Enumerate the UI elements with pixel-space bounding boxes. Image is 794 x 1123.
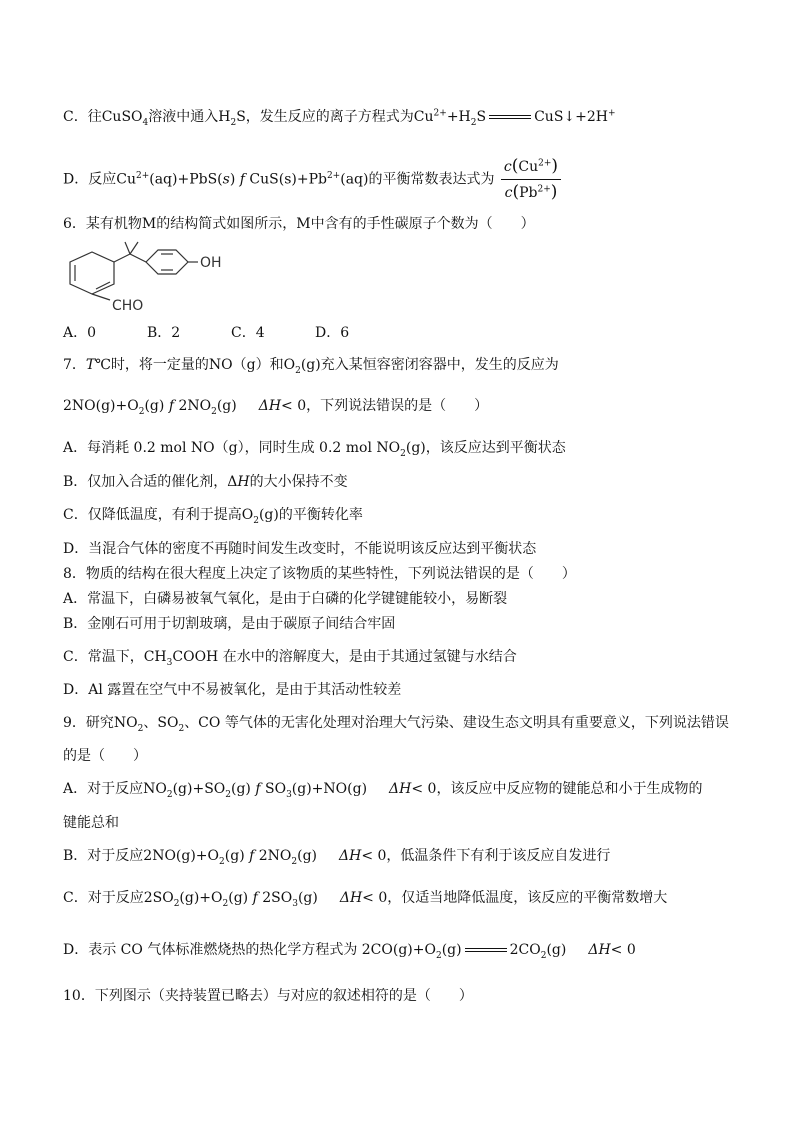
q7-equation: $2NO(g)+O_2(g)$ f $2NO_2(g)$ ΔH< 0，下列说法错误的是（ ） [63,398,489,417]
q10-stem: 10．下列图示（夹持装置已略去）与对应的叙述相符的是（ ） [63,988,473,1004]
equals-arrow-icon [465,947,507,953]
q8-option-d: D．Al 露置在空气中不易被氧化，是由于其活动性较差 [63,682,402,698]
q8-option-c: C．常温下，$CH_3COOH$ 在水中的溶解度大，是由于其通过氢键与水结合 [63,649,517,668]
q6-option-a[interactable]: A．0 [63,325,97,341]
molecule-structure-diagram [62,238,242,318]
equilibrium-constant-fraction: $\frac{c(Cu^{2+})}{c(Pb^{2+})}$ [501,156,561,203]
oh-label: OH [200,255,222,271]
q6-options [63,323,399,343]
q6-option-d[interactable]: D．6 [315,325,350,341]
equals-arrow-icon [489,114,531,120]
q9-option-b: B．对于反应$2NO(g)+O_2(g)$ f $2NO_2(g)$ ΔH< 0，低温条件下有利于该反应自发进行 [63,848,611,867]
q7-option-b: B．仅加入合适的催化剂，ΔH的大小保持不变 [63,474,348,490]
q9-option-d: D．表示 CO 气体标准燃烧热的热化学方程式为 $2CO(g)+O_2(g)$ $2CO_2(g)$ ΔH< 0 [63,942,636,961]
q9-option-c: C．对于反应$2SO_2(g)+O_2(g)$ f $2SO_3(g)$ ΔH< 0，仅适当地降低温度，该反应的平衡常数增大 [63,890,668,909]
q9-stem-line2: 的是（ ） [63,748,147,764]
q5-option-c: C．往CuSO$_4$溶液中通入$H_2S$，发生反应的离子方程式为$Cu^{2+}+H_2S$ CuS↓+2H+ [63,108,616,128]
q6-stem: 6．某有机物M的结构简式如图所示，M中含有的手性碳原子个数为（ ） [63,216,535,232]
q6-option-c[interactable]: C．4 [231,325,265,341]
q7-option-c: C．仅降低温度，有利于提高$O_2(g)$的平衡转化率 [63,507,363,526]
benzene-ring-left [70,252,114,294]
q6-option-b[interactable]: B．2 [147,325,181,341]
cho-label: CHO [112,298,144,314]
q8-option-a: A．常温下，白磷易被氧气氧化，是由于白磷的化学键键能较小，易断裂 [63,591,508,607]
q9-option-a: A．对于反应$NO_2(g)+SO_2(g)$ f $SO_3(g)+NO(g)$ ΔH< 0，该反应中反应物的键能总和小于生成物的 [63,781,703,800]
q7-option-a: A．每消耗 0.2 mol NO（g），同时生成 0.2 mol $NO_2(g)$，该反应达到平衡状态 [63,440,566,459]
q9-stem: 9．研究$NO_2$、$SO_2$、CO 等气体的无害化处理对治理大气污染、建设生态文明具有重要意义，下列说法错误 [63,715,729,734]
q7-option-d: D．当混合气体的密度不再随时间发生改变时，不能说明该反应达到平衡状态 [63,541,537,557]
q7-stem: 7．T℃时，将一定量的NO（g）和$O_2(g)$充入某恒容密闭容器中，发生的反应为 [63,357,559,376]
q8-stem: 8．物质的结构在很大程度上决定了该物质的某些特性，下列说法错误的是（ ） [63,566,576,582]
q9-option-a-line2: 键能总和 [63,815,119,831]
q8-option-b: B．金刚石可用于切割玻璃，是由于碳原子间结合牢固 [63,616,396,632]
q5-option-d: D．反应$Cu^{2+}(aq)+PbS(s)$ f $CuS(s)+Pb^{2+}(aq)$的平衡常数表达式为 $\frac{c(Cu^{2+})}{c(Pb^{2+})}$ [63,156,561,203]
